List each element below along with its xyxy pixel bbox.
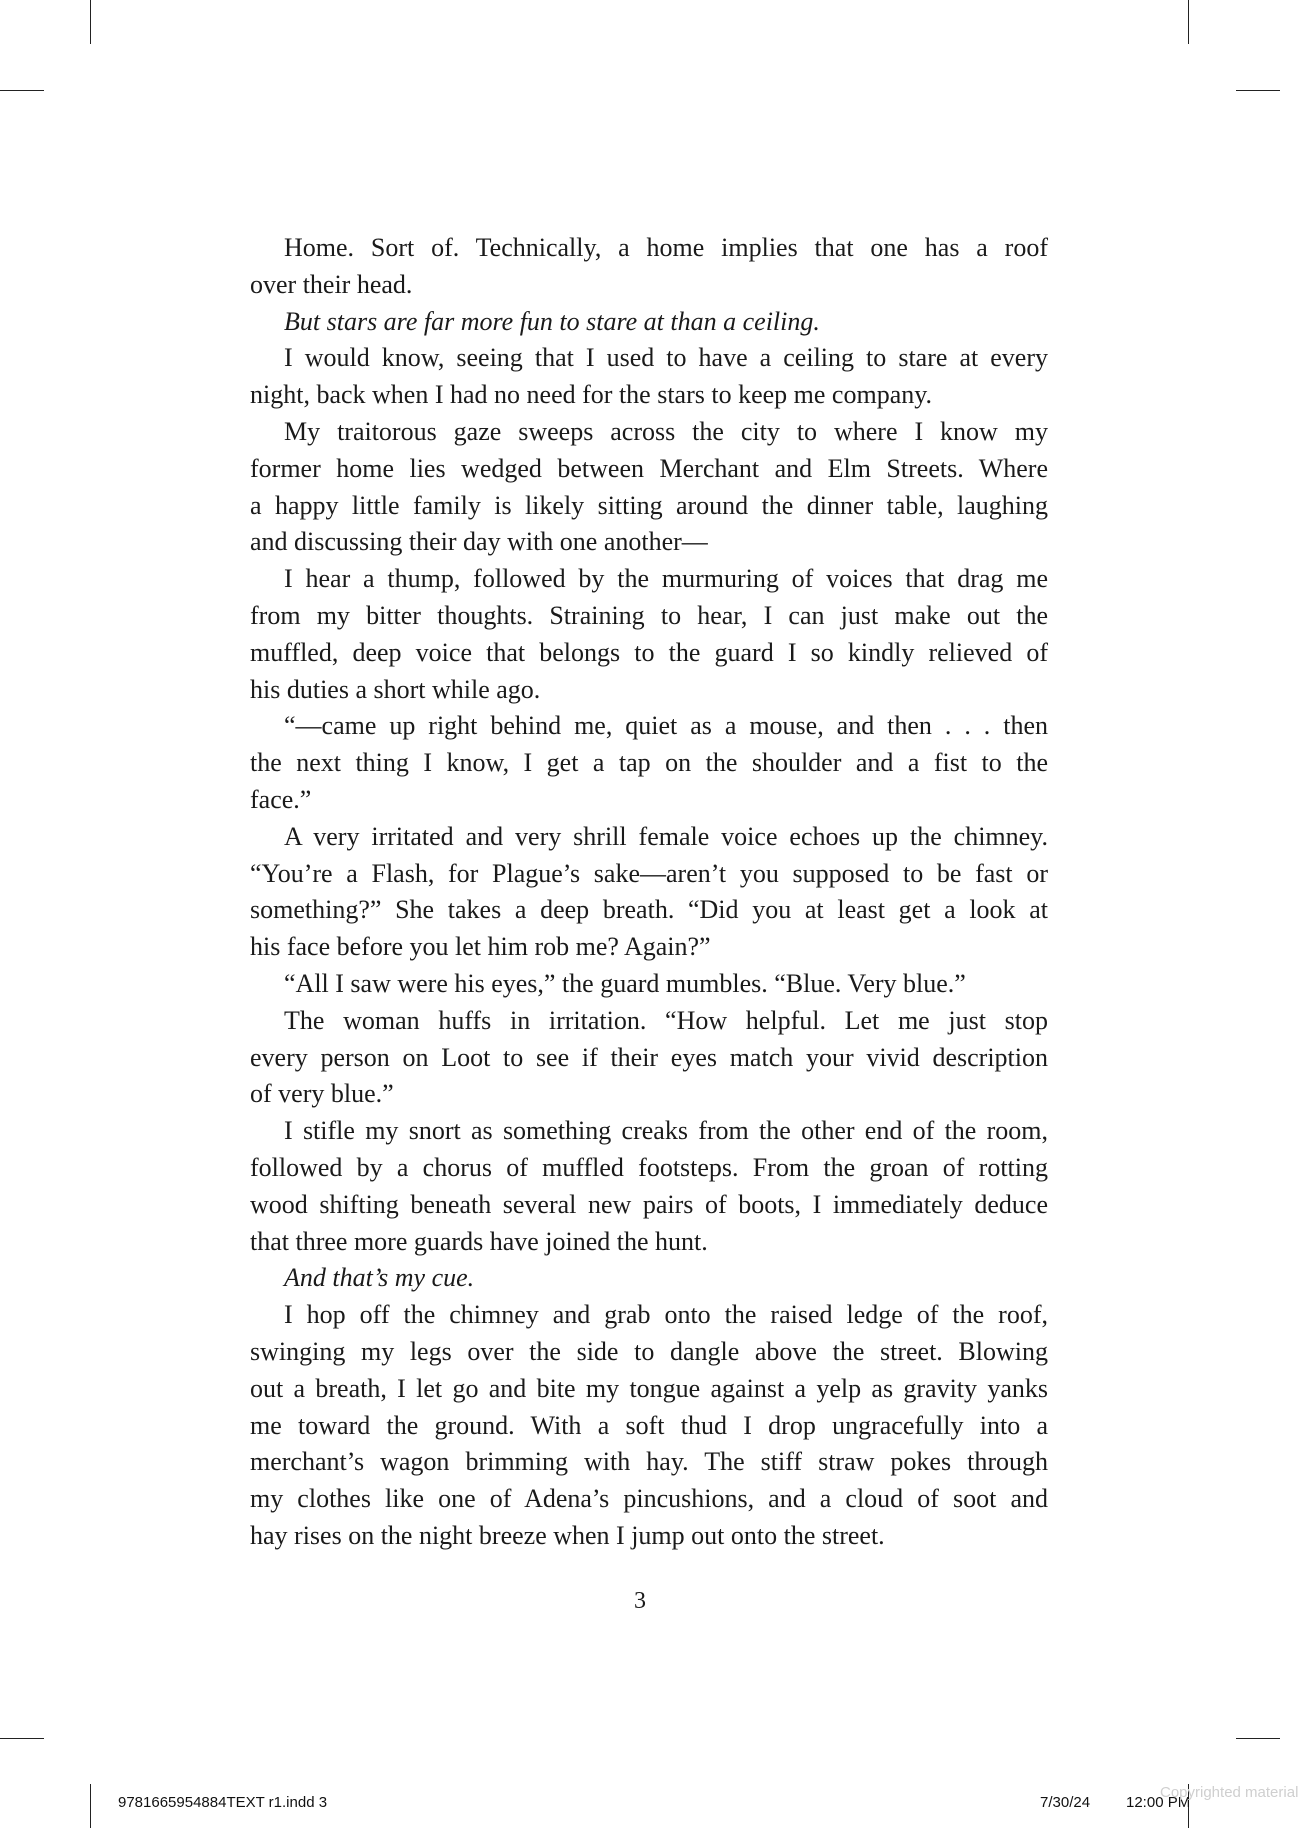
- text-line: my clothes like one of Adena’s pincushions, and a cloud of soot and: [250, 1484, 1048, 1514]
- text-line: hay rises on the night breeze when I jump out onto the street.: [250, 1520, 885, 1550]
- text-line: his duties a short while ago.: [250, 674, 541, 704]
- text-line: merchant’s wagon brimming with hay. The stiff straw pokes through: [250, 1447, 1048, 1477]
- crop-mark-top-left: [90, 0, 91, 44]
- text-line: A very irritated and very shrill female voice echoes up the chimney.: [284, 821, 1048, 851]
- text-line: “You’re a Flash, for Plague’s sake—aren’t you supposed to be fast or: [250, 858, 1048, 888]
- text-line: I stifle my snort as something creaks from the other end of the room,: [284, 1116, 1048, 1146]
- text-line: I would know, seeing that I used to have a ceiling to stare at every: [284, 343, 1048, 373]
- text-line: former home lies wedged between Merchant and Elm Streets. Where: [250, 453, 1048, 483]
- crop-mark-right-bottom: [1236, 1738, 1280, 1739]
- file-slug: 9781665954884TEXT r1.indd 3: [118, 1794, 328, 1811]
- page-number: 3: [634, 1588, 646, 1614]
- text-line: My traitorous gaze sweeps across the city to where I know my: [284, 416, 1048, 446]
- text-line: night, back when I had no need for the stars to keep me company.: [250, 380, 933, 410]
- text-line: I hear a thump, followed by the murmuring of voices that drag me: [284, 564, 1048, 594]
- text-line: “All I saw were his eyes,” the guard mumbles. “Blue. Very blue.”: [284, 968, 966, 998]
- text-line: his face before you let him rob me? Again?”: [250, 932, 711, 962]
- text-line: The woman huffs in irritation. “How helpful. Let me just stop: [284, 1005, 1048, 1035]
- text-line: And that’s my cue.: [284, 1263, 475, 1293]
- text-line: wood shifting beneath several new pairs of boots, I immediately deduce: [250, 1189, 1048, 1219]
- copyright-watermark: Copyrighted material: [1160, 1784, 1298, 1801]
- text-line: that three more guards have joined the hunt.: [250, 1226, 708, 1256]
- body-text: [250, 230, 1048, 1555]
- text-line: every person on Loot to see if their eyes match your vivid description: [250, 1042, 1048, 1072]
- text-line: a happy little family is likely sitting around the dinner table, laughing: [250, 490, 1048, 520]
- text-line: out a breath, I let go and bite my tongue against a yelp as gravity yanks: [250, 1373, 1048, 1403]
- text-line: “—came up right behind me, quiet as a mouse, and then . . . then: [284, 711, 1048, 741]
- text-line: But stars are far more fun to stare at than a ceiling.: [284, 306, 820, 336]
- text-line: over their head.: [250, 269, 413, 299]
- text-line: swinging my legs over the side to dangle above the street. Blowing: [250, 1336, 1048, 1366]
- text-line: I hop off the chimney and grab onto the raised ledge of the roof,: [284, 1300, 1048, 1330]
- slug-date: 7/30/24: [1040, 1794, 1091, 1811]
- text-line: from my bitter thoughts. Straining to hear, I can just make out the: [250, 600, 1048, 630]
- crop-mark-left-bottom: [0, 1738, 44, 1739]
- crop-mark-left-top: [0, 90, 44, 91]
- slug-time: 12:00 PM: [1126, 1794, 1191, 1811]
- text-line: of very blue.”: [250, 1079, 394, 1109]
- crop-mark-right-top: [1236, 90, 1280, 91]
- text-line: muffled, deep voice that belongs to the guard I so kindly relieved of: [250, 637, 1048, 667]
- text-line: the next thing I know, I get a tap on the shoulder and a fist to the: [250, 748, 1048, 778]
- text-line: Home. Sort of. Technically, a home implies that one has a roof: [284, 233, 1048, 262]
- text-line: me toward the ground. With a soft thud I drop ungracefully into a: [250, 1410, 1048, 1440]
- text-line: something?” She takes a deep breath. “Did you at least get a look at: [250, 895, 1048, 925]
- text-line: and discussing their day with one another—: [250, 527, 708, 557]
- crop-mark-bottom-left: [90, 1784, 91, 1828]
- text-line: followed by a chorus of muffled footsteps. From the groan of rotting: [250, 1152, 1048, 1182]
- crop-mark-top-right: [1188, 0, 1189, 44]
- text-line: face.”: [250, 784, 312, 814]
